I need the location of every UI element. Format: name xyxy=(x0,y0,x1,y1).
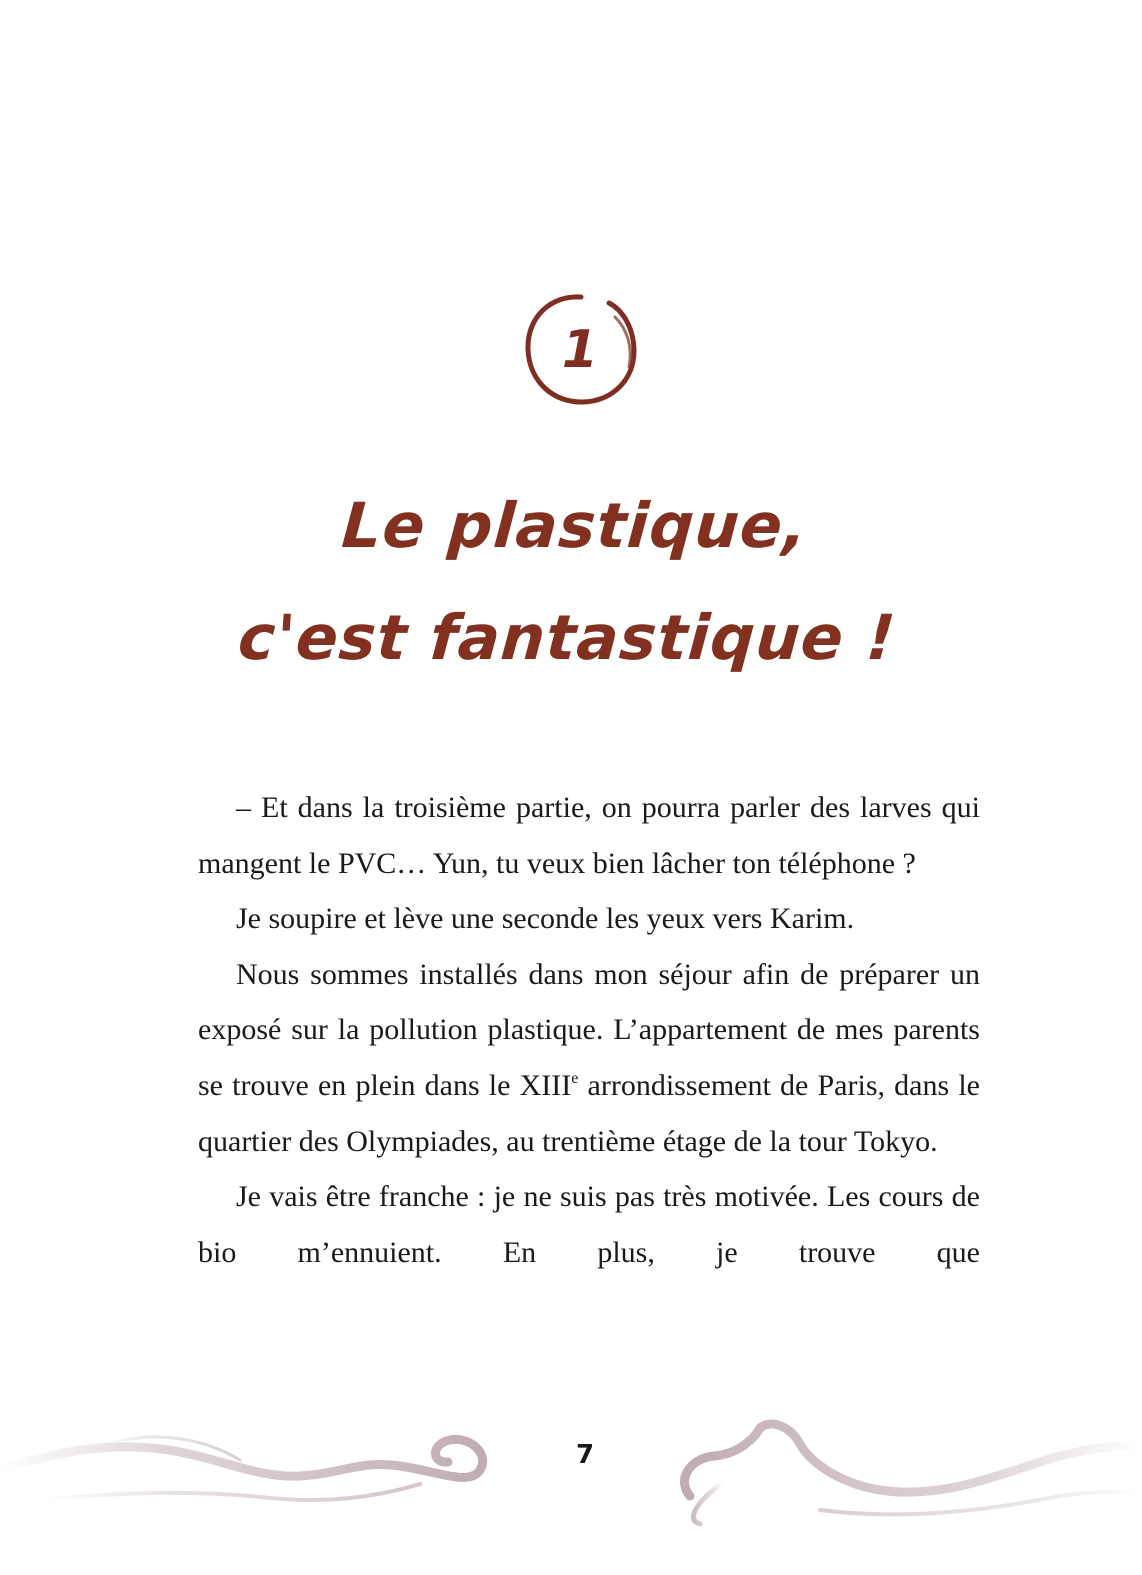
paragraph-text: Nous sommes installés dans mon séjour afin de préparer un exposé sur la pollution plastique. L’appartement de mes parents se trouve en plein dans le XIII xyxy=(198,957,980,1102)
paragraph: Je vais être franche : je ne suis pas très motivée. Les cours de bio m’ennuient. En plus, je trouve que xyxy=(198,1180,980,1269)
swirl-ornament-icon xyxy=(0,1400,1142,1575)
paragraph: – Et dans la troisième partie, on pourra parler des larves qui mangent le PVC… Yun, tu veux bien lâcher ton téléphone ? xyxy=(198,791,980,880)
chapter-number-badge xyxy=(521,291,641,409)
chapter-title-line-1: Le plastique, xyxy=(339,489,811,562)
paragraph xyxy=(198,947,980,1169)
chapter-number: 1 xyxy=(561,320,599,380)
paragraph: Je soupire et lève une seconde les yeux vers Karim. xyxy=(236,902,855,936)
chapter-title xyxy=(0,470,1142,694)
body-text xyxy=(198,780,980,1280)
paragraph-text: arrondissement de Paris, dans le quartier des Olympiades, au trentième étage de la tour Tokyo. xyxy=(198,1068,980,1158)
superscript: e xyxy=(571,1069,579,1087)
chapter-title-line-2: c'est fantastique ! xyxy=(235,601,899,674)
page-number: 7 xyxy=(575,1440,595,1470)
